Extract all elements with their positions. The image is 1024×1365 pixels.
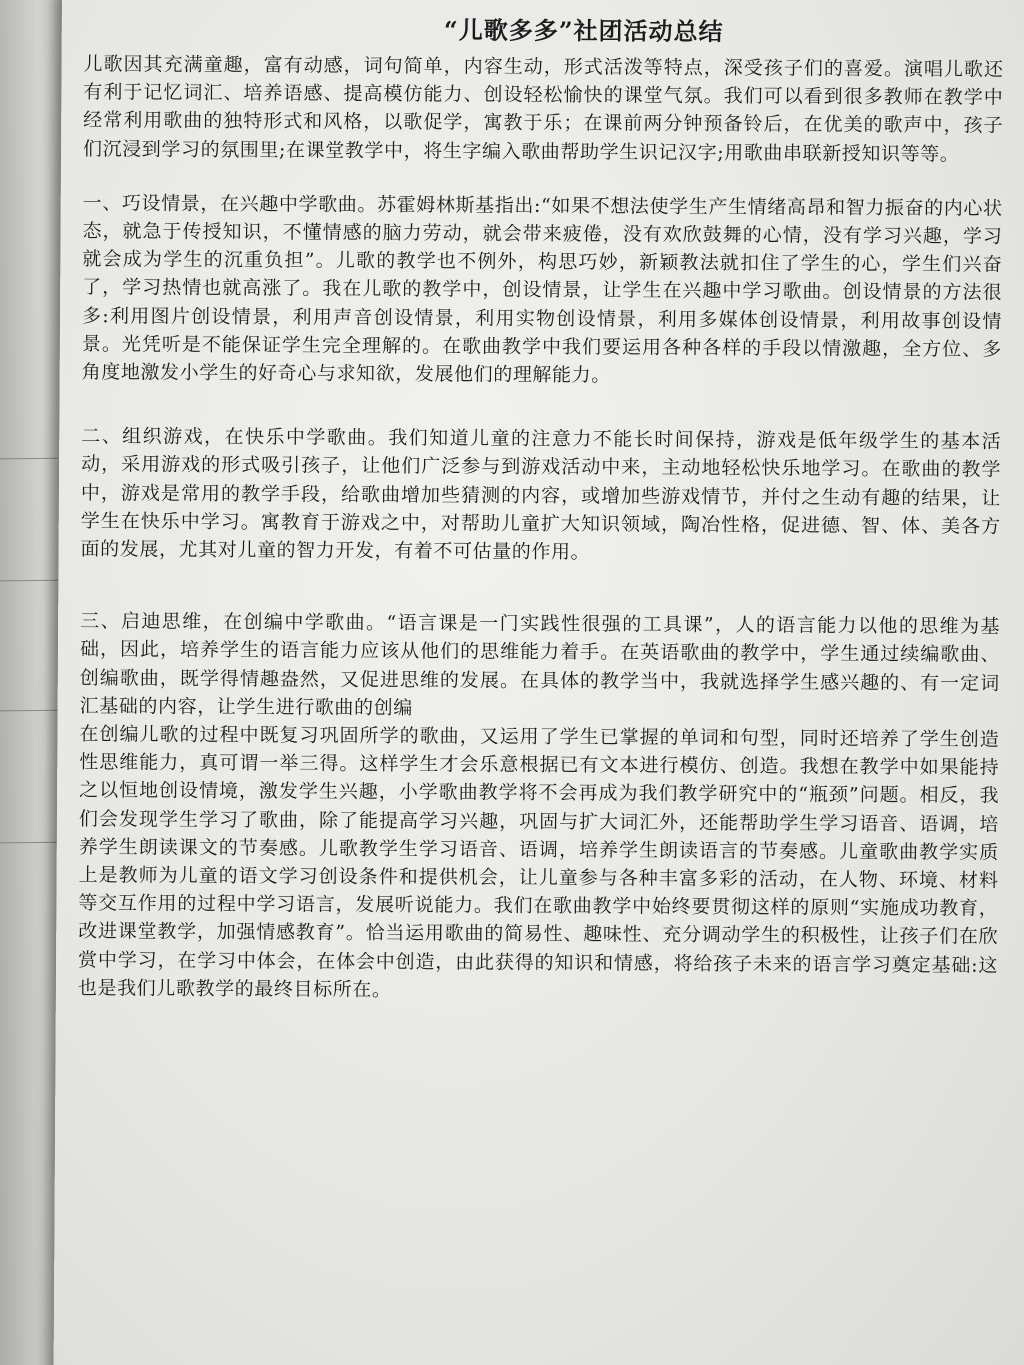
section-3-paragraph: 三、启迪思维，在创编中学歌曲。“语言课是一门实践性很强的工具课”，人的语言能力以他的思维为基础，因此，培养学生的语言能力应该从他们的思维能力着手。在英语歌曲的教学中，学生通过续编歌曲、创编歌曲，既学得情趣盎然，又促进思维的发展。在具体的教学当中，我就选择学生感兴趣的、有一定词汇基础的内容，让学生进行歌曲的创编 — [79, 610, 1001, 720]
section-3-continuation: 在创编儿歌的过程中既复习巩固所学的歌曲，又运用了学生已掌握的单词和句型，同时还培养了学生创造性思维能力，真可谓一举三得。这样学生才会乐意根据已有文本进行模仿、创造。我想在教学中如果能持之以恒地创设情境，激发学生兴趣，小学歌曲教学将不会再成为我们教学研究中的“瓶颈”问题。相反，我们会发现学生学习了歌曲，除了能提高学习兴趣，巩固与扩大词汇外，还能帮助学生学习语音、语调，培养学生朗读课文的节奏感。儿歌教学生学习语音、语调，培养学生朗读语言的节奏感。儿童歌曲教学实质上是教师为儿童的语文学习创设条件和提供机会，让儿童参与各种丰富多彩的活动，在人物、环境、材料等交互作用的过程中学习语言，发展听说能力。我们在歌曲教学中始终要贯彻这样的原则“实施成功教育，改进课堂教学，加强情感教育”。恰当运用歌曲的简易性、趣味性、充分调动学生的积极性，让孩子们在欣赏中学习，在学习中体会，在体会中创造，由此获得的知识和情感，将给孩子未来的语言学习奠定基础:这也是我们儿歌教学的最终目标所在。 — [77, 723, 1000, 1001]
document-body — [78, 10, 1004, 1008]
table-rule — [0, 458, 58, 460]
table-rule — [0, 842, 62, 844]
paragraph-gap — [80, 563, 1000, 613]
intro-paragraph: 儿歌因其充满童趣，富有动感，词句简单，内容生动，形式活泼等特点，深受孩子们的喜爱。演唱儿歌还有利于记忆词汇、培养语感、提高模仿能力、创设轻松愉快的课堂气氛。我们可以看到很多教师在教学中经常利用歌曲的独特形式和风格，以歌促学，寓教于乐；在课前两分钟预备铃后，在优美的歌声中，孩子们沉浸到学习的氛围里;在课堂教学中，将生字编入歌曲帮助学生识记汉字;用歌曲串联新授知识等等。 — [82, 53, 1004, 166]
table-rule — [0, 710, 60, 712]
section-2-paragraph: 二、组织游戏，在快乐中学歌曲。我们知道儿童的注意力不能长时间保持，游戏是低年级学生的基本活动，采用游戏的形式吸引孩子，让他们广泛参与到游戏活动中来，主动地轻松快乐地学习。在歌曲的教学中，游戏是常用的教学手段，给歌曲增加些猜测的内容，或增加些游戏情节，并付之生动有趣的结果，让学生在快乐中学习。寓教育于游戏之中，对帮助儿童扩大知识领域，陶冶性格，促进德、智、体、美各方面的发展，尤其对儿童的智力开发，有着不可估量的作用。 — [80, 425, 1002, 564]
document-title: “儿歌多多”社团活动总结 — [443, 15, 724, 47]
document-page — [53, 0, 1024, 1365]
table-rule — [0, 580, 59, 582]
section-1-paragraph: 一、巧设情景，在兴趣中学歌曲。苏霍姆林斯基指出:“如果不想法使学生产生情绪高昂和智力振奋的内心状态，就急于传授知识，不懂情感的脑力劳动，就会带来疲倦，没有欢欣鼓舞的心情，没有学习兴趣，学习就会成为学生的沉重负担”。儿歌的教学也不例外，构思巧妙，新颖教法就扣住了学生的心，学生们兴奋了，学习热情也就高涨了。我在儿歌的教学中，创设情景，让学生在兴趣中学习歌曲。创设情景的方法很多:利用图片创设情景，利用声音创设情景，利用实物创设情景，利用多媒体创设情景，利用故事创设情景。光凭听是不能保证学生完全理解的。在歌曲教学中我们要运用各种各样的手段以情激趣，全方位、多角度地激发小学生的好奇心与求知欲，发展他们的理解能力。 — [81, 191, 1003, 387]
paragraph-gap — [81, 386, 1001, 428]
